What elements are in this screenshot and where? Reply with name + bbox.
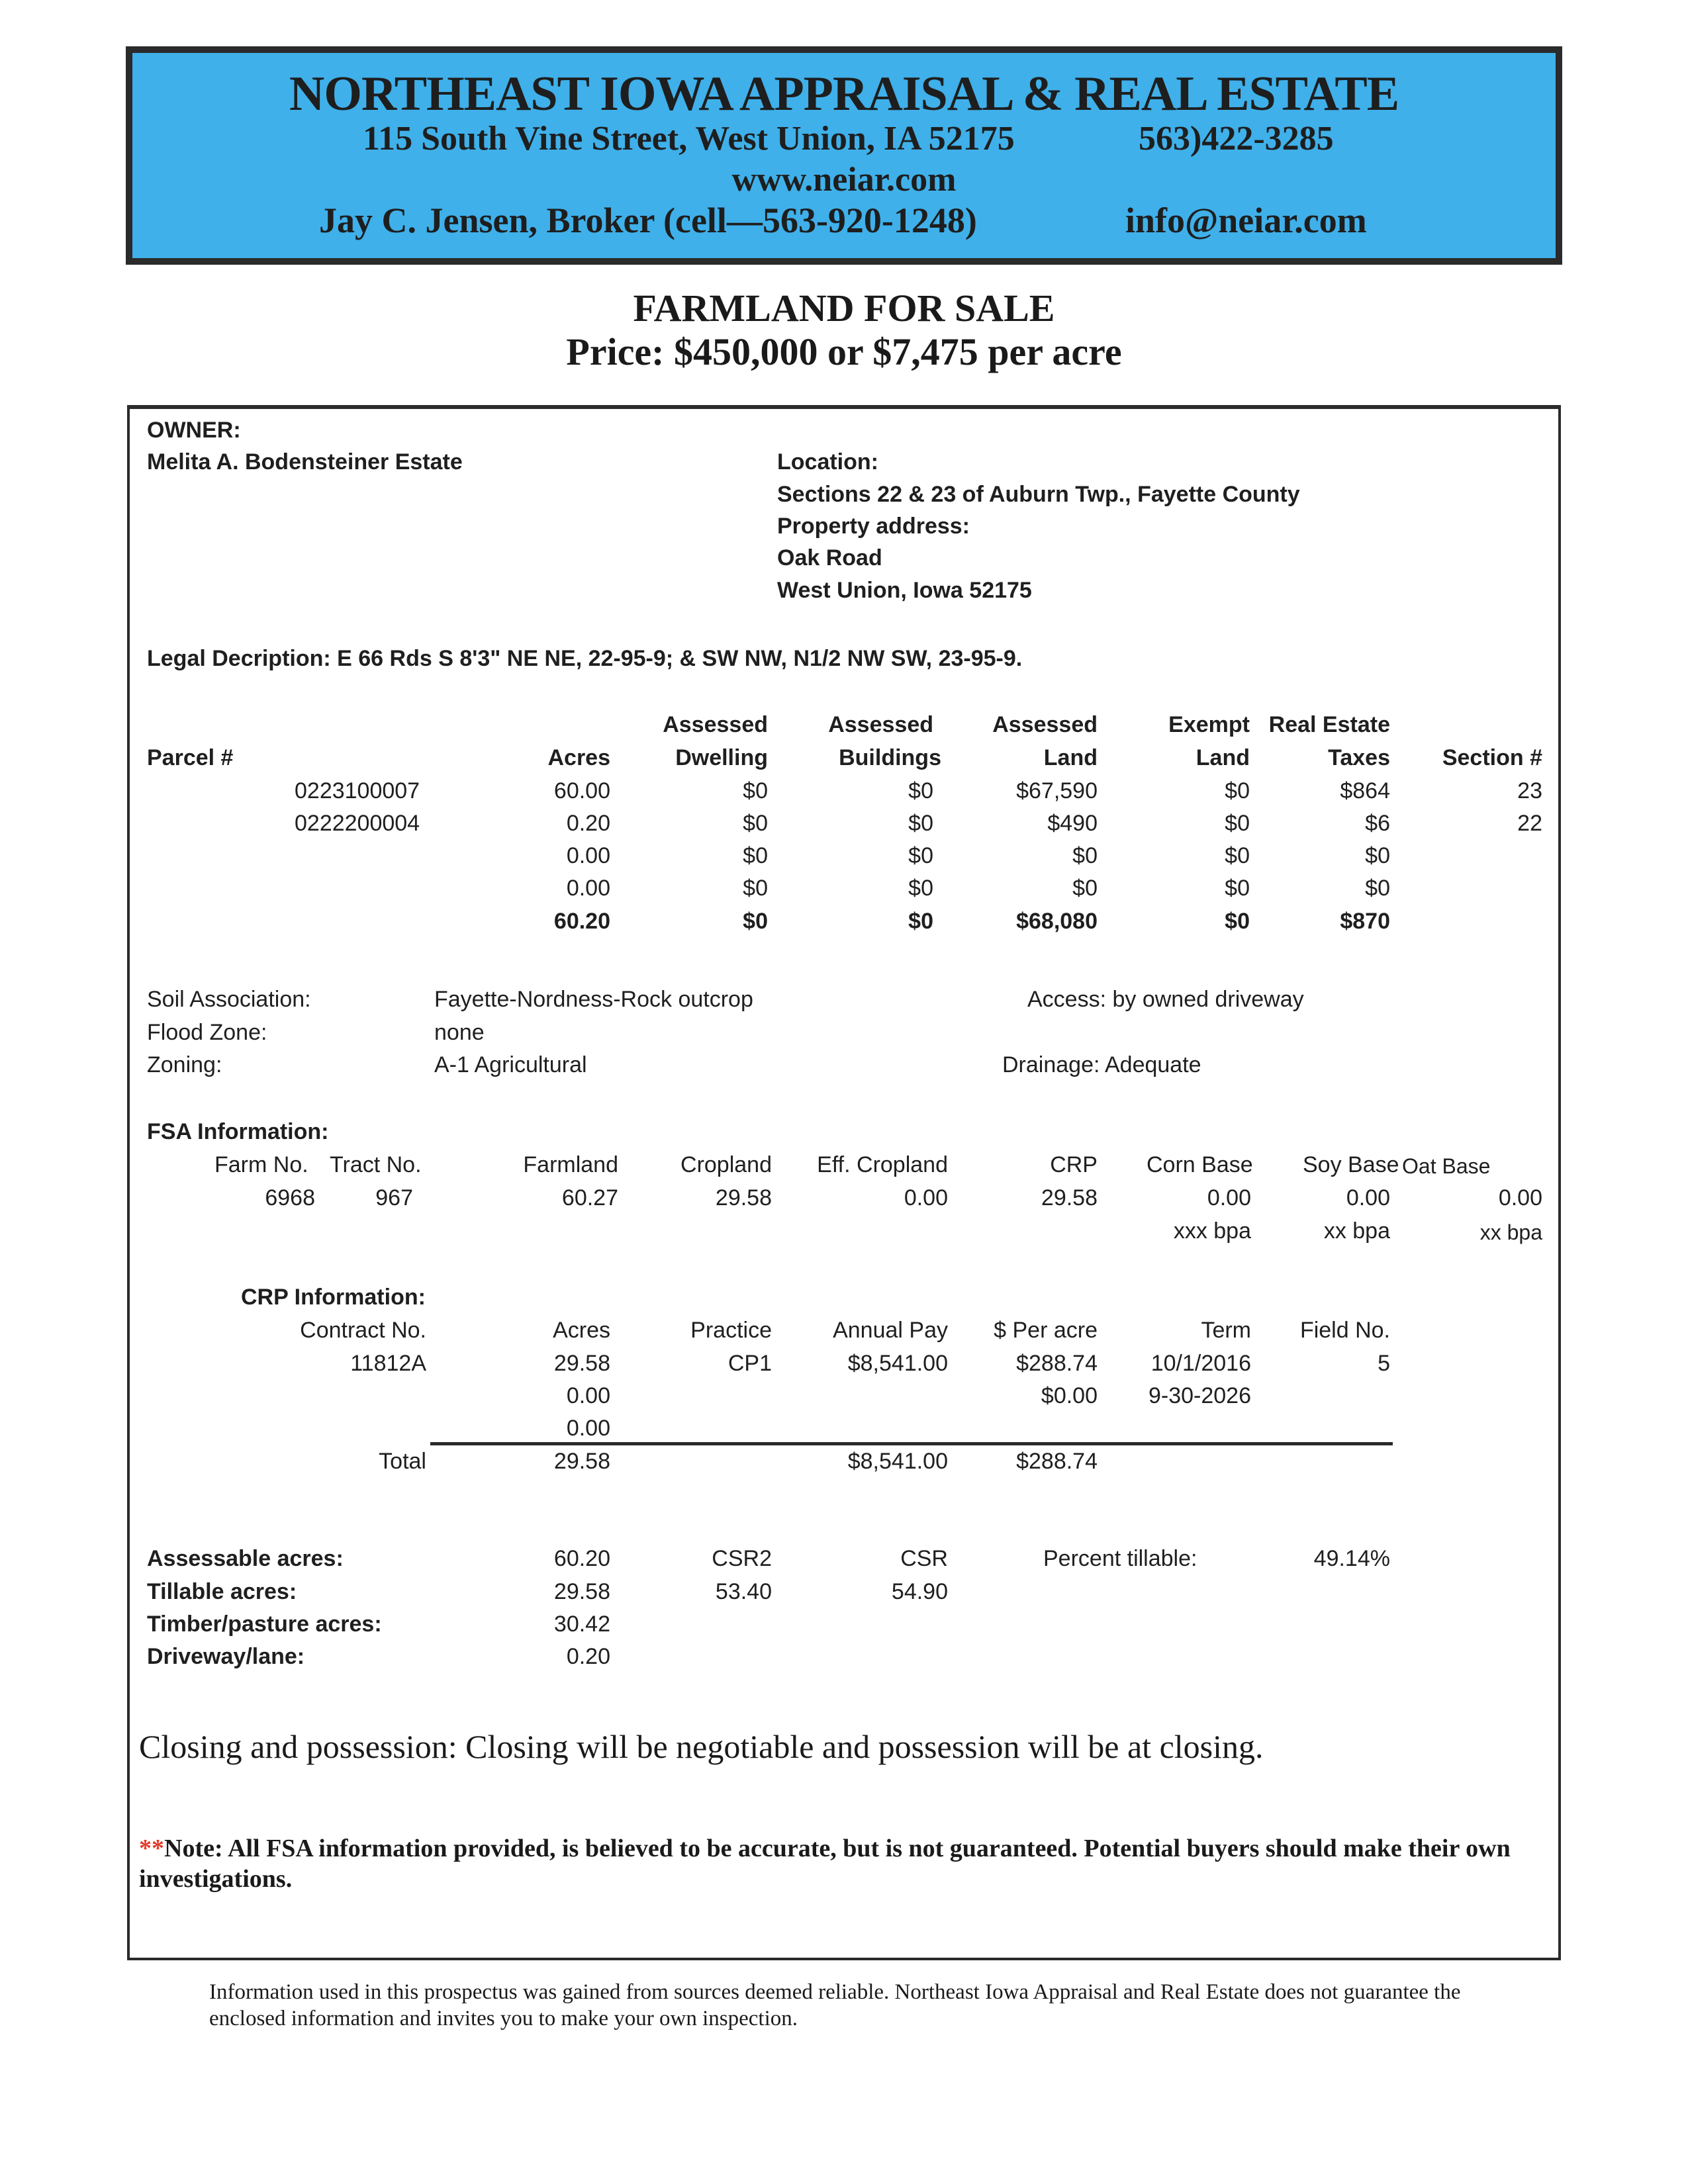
total-acres: 60.20 <box>553 909 610 934</box>
crp-total-annual-pay: $8,541.00 <box>847 1449 948 1474</box>
cell-section: 23 <box>1517 778 1542 803</box>
crp-col-field: Field No. <box>1299 1318 1390 1343</box>
fsa-farm-no: 6968 <box>265 1185 315 1210</box>
tillable-label: Tillable acres: <box>147 1579 297 1604</box>
timber-value: 30.42 <box>553 1612 610 1637</box>
col-dwelling-2: Dwelling <box>675 745 768 770</box>
cell-section: 22 <box>1517 811 1542 836</box>
total-land: $68,080 <box>1016 909 1098 934</box>
crp-acres: 0.00 <box>566 1416 610 1441</box>
crp-annual-pay: $8,541.00 <box>847 1351 948 1376</box>
fsa-soy-yield: xx bpa <box>1323 1218 1390 1244</box>
crp-per-acre: $288.74 <box>1016 1351 1098 1376</box>
property-address-label: Property address: <box>777 514 970 539</box>
cell-dwelling: $0 <box>743 843 768 868</box>
drainage-info: Drainage: Adequate <box>1002 1052 1201 1077</box>
cell-taxes: $864 <box>1340 778 1390 803</box>
fsa-eff-cropland: 0.00 <box>904 1185 948 1210</box>
crp-col-per-acre: $ Per acre <box>994 1318 1098 1343</box>
fsa-oat-yield: xx bpa <box>1479 1220 1542 1244</box>
cell-acres: 60.00 <box>553 778 610 803</box>
total-exempt: $0 <box>1225 909 1250 934</box>
cell-acres: 0.00 <box>566 843 610 868</box>
price-line: Price: $450,000 or $7,475 per acre <box>566 330 1122 373</box>
company-website[interactable]: www.neiar.com <box>731 161 957 199</box>
soil-label: Soil Association: <box>147 987 311 1012</box>
company-banner <box>126 46 1562 265</box>
driveway-label: Driveway/lane: <box>147 1644 305 1669</box>
fsa-farmland: 60.27 <box>561 1185 618 1210</box>
zoning-value: A-1 Agricultural <box>434 1052 587 1077</box>
footer-disclaimer: Information used in this prospectus was gained from sources deemed reliable. Northeast Iowa Appraisal and Real Estate does not guarantee the enclosed information and invites you to make your own inspection. <box>209 1980 1461 2030</box>
total-buildings: $0 <box>908 909 933 934</box>
csr2-value: 53.40 <box>715 1579 772 1604</box>
crp-practice: CP1 <box>727 1351 772 1376</box>
fsa-col-crp: CRP <box>1050 1152 1098 1177</box>
assessable-value: 60.20 <box>553 1546 610 1571</box>
timber-label: Timber/pasture acres: <box>147 1612 382 1637</box>
fsa-corn-base: 0.00 <box>1207 1185 1251 1210</box>
broker-info: Jay C. Jensen, Broker (cell—563-920-1248) <box>319 201 977 240</box>
location-sections: Sections 22 & 23 of Auburn Twp., Fayette County <box>777 482 1300 507</box>
page-title: FARMLAND FOR SALE <box>633 287 1055 330</box>
crp-acres: 0.00 <box>566 1383 610 1408</box>
cell-parcel: 0222200004 <box>295 811 420 836</box>
property-street: Oak Road <box>777 545 882 570</box>
access-info: Access: by owned driveway <box>1027 987 1304 1012</box>
company-email[interactable]: info@neiar.com <box>1125 201 1367 240</box>
crp-per-acre: $0.00 <box>1041 1383 1098 1408</box>
closing-statement: Closing and possession: Closing will be negotiable and possession will be at closing. <box>139 1728 1264 1765</box>
fsa-soy-base: 0.00 <box>1346 1185 1390 1210</box>
fsa-col-soy: Soy Base <box>1303 1152 1399 1177</box>
cell-buildings: $0 <box>908 876 933 901</box>
fsa-cropland: 29.58 <box>715 1185 772 1210</box>
cell-land: $0 <box>1072 876 1098 901</box>
crp-col-contract: Contract No. <box>300 1318 426 1343</box>
col-taxes-2: Taxes <box>1328 745 1390 770</box>
crp-col-annual-pay: Annual Pay <box>833 1318 948 1343</box>
crp-field: 5 <box>1378 1351 1390 1376</box>
col-buildings-1: Assessed <box>828 712 933 737</box>
owner-label: OWNER: <box>147 418 241 443</box>
cell-land: $67,590 <box>1016 778 1098 803</box>
note-asterisks: ** <box>139 1835 164 1862</box>
flood-value: none <box>434 1020 485 1045</box>
company-phone: 563)422-3285 <box>1139 120 1334 158</box>
flood-label: Flood Zone: <box>147 1020 267 1045</box>
fsa-note <box>139 1833 1542 1894</box>
zoning-label: Zoning: <box>147 1052 222 1077</box>
cell-taxes: $0 <box>1365 843 1390 868</box>
cell-dwelling: $0 <box>743 811 768 836</box>
legal-description: Legal Decription: E 66 Rds S 8'3" NE NE, 22-95-9; & SW NW, N1/2 NW SW, 23-95-9. <box>147 646 1023 671</box>
location-label: Location: <box>777 449 878 475</box>
driveway-value: 0.20 <box>566 1644 610 1669</box>
col-land-1: Assessed <box>992 712 1098 737</box>
crp-col-acres: Acres <box>553 1318 610 1343</box>
cell-exempt: $0 <box>1225 876 1250 901</box>
col-section: Section # <box>1442 745 1542 770</box>
cell-taxes: $0 <box>1365 876 1390 901</box>
csr-value: 54.90 <box>891 1579 948 1604</box>
percent-tillable-value: 49.14% <box>1313 1546 1390 1571</box>
cell-buildings: $0 <box>908 811 933 836</box>
crp-total-divider <box>430 1442 1393 1445</box>
company-name: NORTHEAST IOWA APPRAISAL & REAL ESTATE <box>289 67 1399 121</box>
crp-total-label: Total <box>379 1449 426 1474</box>
fsa-col-eff-cropland: Eff. Cropland <box>817 1152 948 1177</box>
fsa-crp: 29.58 <box>1041 1185 1098 1210</box>
note-text: Note: All FSA information provided, is believed to be accurate, but is not guaranteed. Potential buyers should make their own investigations. <box>139 1835 1511 1893</box>
crp-total-acres: 29.58 <box>553 1449 610 1474</box>
cell-land: $0 <box>1072 843 1098 868</box>
cell-dwelling: $0 <box>743 876 768 901</box>
crp-total-per-acre: $288.74 <box>1016 1449 1098 1474</box>
col-acres: Acres <box>547 745 610 770</box>
csr2-label: CSR2 <box>712 1546 772 1571</box>
cell-exempt: $0 <box>1225 843 1250 868</box>
fsa-col-corn: Corn Base <box>1147 1152 1253 1177</box>
cell-acres: 0.20 <box>566 811 610 836</box>
assessable-label: Assessable acres: <box>147 1546 344 1571</box>
fsa-oat-base: 0.00 <box>1498 1185 1542 1210</box>
col-exempt-1: Exempt <box>1168 712 1250 737</box>
fsa-heading: FSA Information: <box>147 1119 329 1144</box>
property-city: West Union, Iowa 52175 <box>777 578 1032 603</box>
total-taxes: $870 <box>1340 909 1390 934</box>
soil-value: Fayette-Nordness-Rock outcrop <box>434 987 753 1012</box>
cell-acres: 0.00 <box>566 876 610 901</box>
csr-label: CSR <box>900 1546 948 1571</box>
crp-col-practice: Practice <box>690 1318 772 1343</box>
cell-buildings: $0 <box>908 778 933 803</box>
fsa-col-tract: Tract No. <box>330 1152 422 1177</box>
tillable-value: 29.58 <box>553 1579 610 1604</box>
fsa-col-oat: Oat Base <box>1402 1154 1491 1178</box>
company-address: 115 South Vine Street, West Union, IA 52175 <box>363 120 1015 158</box>
owner-name: Melita A. Bodensteiner Estate <box>147 449 463 475</box>
col-land-2: Land <box>1043 745 1098 770</box>
col-dwelling-1: Assessed <box>663 712 768 737</box>
fsa-col-farmland: Farmland <box>523 1152 618 1177</box>
col-taxes-1: Real Estate <box>1268 712 1390 737</box>
cell-exempt: $0 <box>1225 778 1250 803</box>
cell-dwelling: $0 <box>743 778 768 803</box>
cell-exempt: $0 <box>1225 811 1250 836</box>
crp-heading: CRP Information: <box>241 1285 426 1310</box>
col-parcel: Parcel # <box>147 745 234 770</box>
crp-col-term: Term <box>1201 1318 1251 1343</box>
fsa-corn-yield: xxx bpa <box>1173 1218 1251 1244</box>
fsa-col-farm: Farm No. <box>214 1152 308 1177</box>
cell-land: $490 <box>1047 811 1098 836</box>
cell-taxes: $6 <box>1365 811 1390 836</box>
col-exempt-2: Land <box>1196 745 1250 770</box>
total-dwelling: $0 <box>743 909 768 934</box>
fsa-col-cropland: Cropland <box>680 1152 772 1177</box>
col-buildings-2: Buildings <box>839 745 941 770</box>
crp-term: 9-30-2026 <box>1148 1383 1251 1408</box>
crp-contract: 11812A <box>350 1351 426 1376</box>
crp-term: 10/1/2016 <box>1150 1351 1251 1376</box>
cell-buildings: $0 <box>908 843 933 868</box>
cell-parcel: 0223100007 <box>295 778 420 803</box>
crp-acres: 29.58 <box>553 1351 610 1376</box>
fsa-tract-no: 967 <box>375 1185 413 1210</box>
percent-tillable-label: Percent tillable: <box>1043 1546 1197 1571</box>
